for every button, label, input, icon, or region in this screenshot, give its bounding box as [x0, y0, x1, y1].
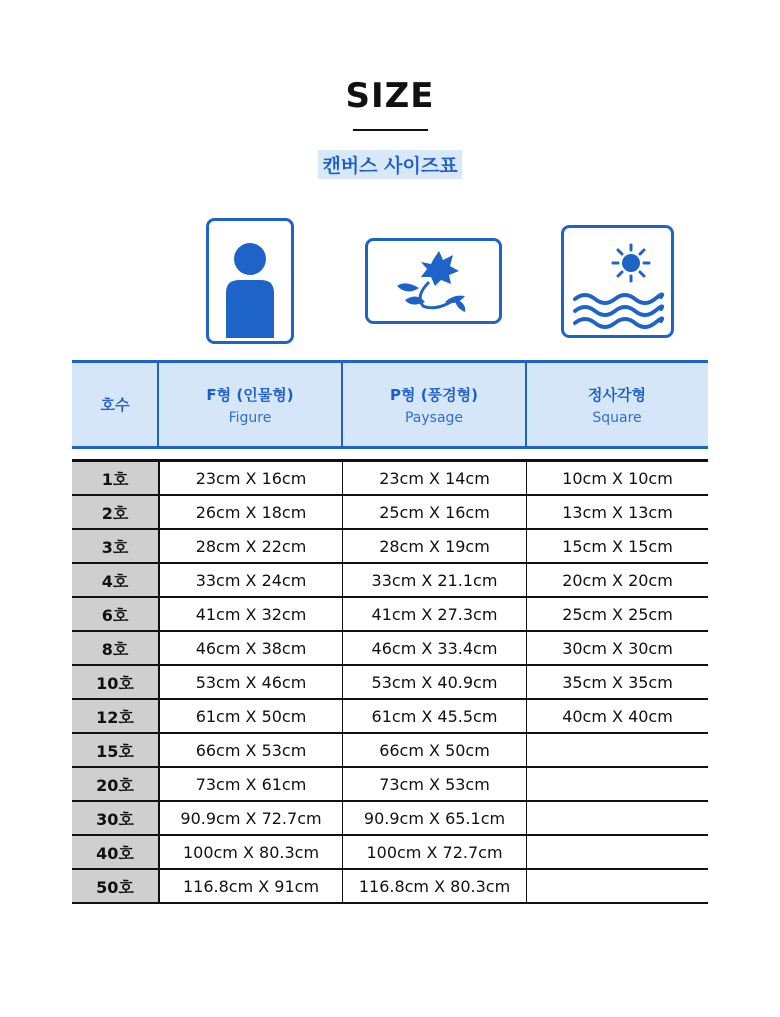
cell-paysage: 25cm X 16cm [342, 496, 526, 528]
cell-square [526, 734, 708, 766]
cell-paysage: 41cm X 27.3cm [342, 598, 526, 630]
cell-square: 20cm X 20cm [526, 564, 708, 596]
header-paysage-label: P형 (풍경형) [390, 385, 478, 404]
header-figure-label: F형 (인물형) [206, 385, 294, 404]
table-row [72, 836, 708, 870]
table-header [72, 360, 708, 449]
cell-square: 40cm X 40cm [526, 700, 708, 732]
cell-number: 15호 [72, 734, 158, 766]
cell-number: 20호 [72, 768, 158, 800]
table-row [72, 802, 708, 836]
cell-square: 30cm X 30cm [526, 632, 708, 664]
cell-number: 3호 [72, 530, 158, 562]
cell-number: 4호 [72, 564, 158, 596]
cell-paysage: 53cm X 40.9cm [342, 666, 526, 698]
cell-square [526, 768, 708, 800]
cell-number: 6호 [72, 598, 158, 630]
title-underline [353, 129, 428, 131]
cell-figure: 23cm X 16cm [158, 462, 342, 494]
cell-square [526, 870, 708, 902]
table-row [72, 496, 708, 530]
header-number-label: 호수 [100, 396, 130, 414]
header-figure [158, 363, 342, 446]
table-row [72, 530, 708, 564]
cell-figure: 28cm X 22cm [158, 530, 342, 562]
header-paysage [342, 363, 526, 446]
table-row [72, 564, 708, 598]
cell-square: 25cm X 25cm [526, 598, 708, 630]
cell-number: 2호 [72, 496, 158, 528]
cell-paysage: 116.8cm X 80.3cm [342, 870, 526, 902]
header-square [526, 363, 708, 446]
cell-paysage: 46cm X 33.4cm [342, 632, 526, 664]
cell-number: 10호 [72, 666, 158, 698]
cell-figure: 41cm X 32cm [158, 598, 342, 630]
cell-figure: 61cm X 50cm [158, 700, 342, 732]
size-table [72, 459, 708, 904]
cell-number: 50호 [72, 870, 158, 902]
header-figure-sub: Figure [228, 409, 272, 426]
cell-figure: 66cm X 53cm [158, 734, 342, 766]
cell-figure: 73cm X 61cm [158, 768, 342, 800]
table-row [72, 700, 708, 734]
cell-paysage: 28cm X 19cm [342, 530, 526, 562]
cell-square [526, 802, 708, 834]
header-paysage-sub: Paysage [404, 409, 464, 426]
paysage-flower-icon [365, 238, 502, 324]
cell-figure: 33cm X 24cm [158, 564, 342, 596]
cell-figure: 100cm X 80.3cm [158, 836, 342, 868]
page-title: SIZE [345, 76, 435, 116]
cell-paysage: 90.9cm X 65.1cm [342, 802, 526, 834]
cell-number: 8호 [72, 632, 158, 664]
figure-person-icon [206, 218, 294, 344]
cell-square [526, 836, 708, 868]
cell-figure: 26cm X 18cm [158, 496, 342, 528]
table-row [72, 734, 708, 768]
cell-square: 15cm X 15cm [526, 530, 708, 562]
header-number [72, 363, 158, 446]
table-row [72, 462, 708, 496]
table-row [72, 632, 708, 666]
cell-figure: 53cm X 46cm [158, 666, 342, 698]
square-sun-waves-icon [561, 225, 674, 338]
cell-number: 1호 [72, 462, 158, 494]
table-row [72, 768, 708, 802]
cell-figure: 90.9cm X 72.7cm [158, 802, 342, 834]
cell-paysage: 100cm X 72.7cm [342, 836, 526, 868]
cell-number: 40호 [72, 836, 158, 868]
cell-paysage: 33cm X 21.1cm [342, 564, 526, 596]
cell-figure: 116.8cm X 91cm [158, 870, 342, 902]
cell-paysage: 61cm X 45.5cm [342, 700, 526, 732]
cell-square: 10cm X 10cm [526, 462, 708, 494]
cell-square: 13cm X 13cm [526, 496, 708, 528]
table-row [72, 870, 708, 904]
cell-figure: 46cm X 38cm [158, 632, 342, 664]
header-square-sub: Square [592, 409, 642, 426]
cell-paysage: 73cm X 53cm [342, 768, 526, 800]
subtitle: 캔버스 사이즈표 [318, 150, 461, 179]
header-square-label: 정사각형 [588, 385, 646, 404]
table-row [72, 666, 708, 700]
cell-square: 35cm X 35cm [526, 666, 708, 698]
cell-paysage: 23cm X 14cm [342, 462, 526, 494]
subtitle-wrap [0, 150, 780, 179]
cell-number: 30호 [72, 802, 158, 834]
table-row [72, 598, 708, 632]
cell-number: 12호 [72, 700, 158, 732]
cell-paysage: 66cm X 50cm [342, 734, 526, 766]
